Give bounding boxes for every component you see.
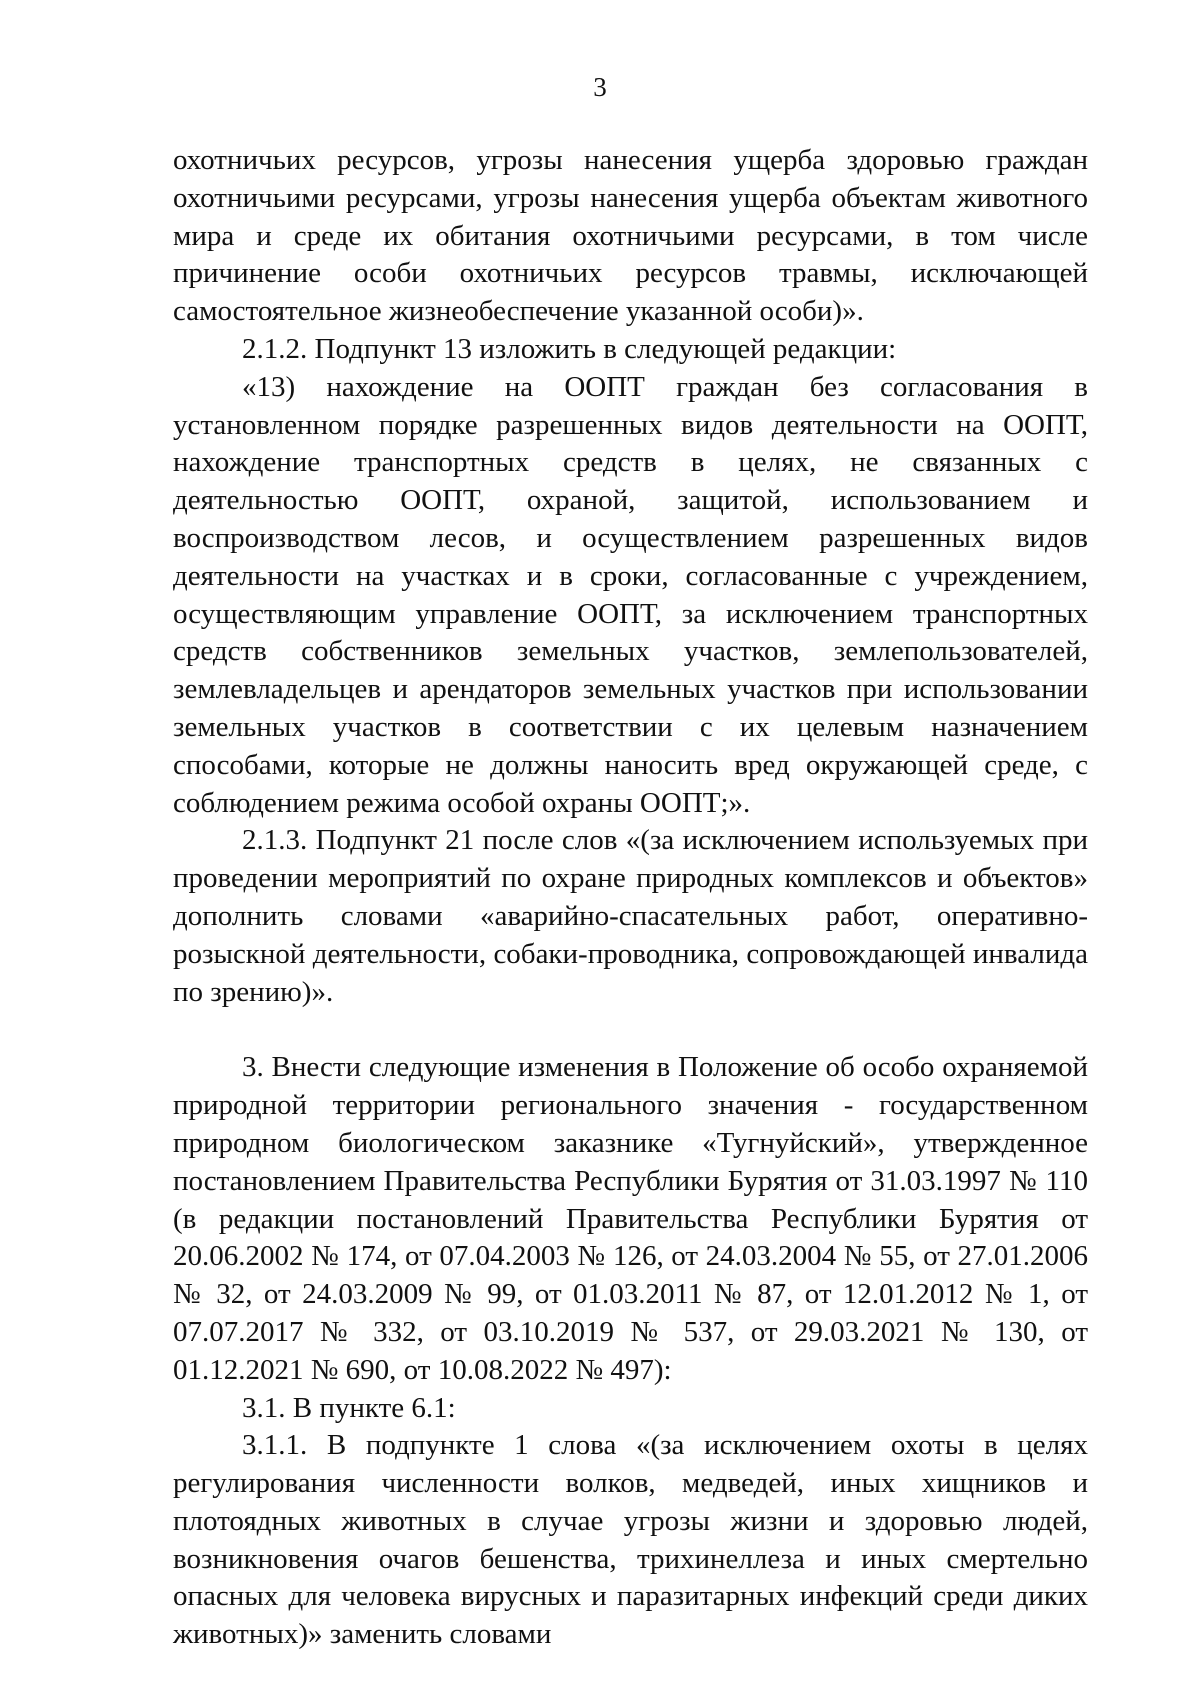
paragraph-2-1-2: 2.1.2. Подпункт 13 изложить в следующей редакции: [242, 332, 897, 365]
paragraph-continuation: охотничьих ресурсов, угрозы нанесения ущерба здоровью граждан охотничьими ресурсами, угрозы нанесения ущерба объектам животного мира и среде их обитания охотничьими ресурсами, в том числе причинение особи охотничьих ресурсов травмы, исключающей самостоятельное жизнеобеспечение указанной особи)». [173, 144, 1088, 328]
page-number: 3 [593, 72, 607, 102]
paragraph-2-1-3: 2.1.3. Подпункт 21 после слов «(за исключением используемых при проведении мероприятий по охране природных комплексов и объектов» дополнить словами «аварийно-спасательных работ, оперативно-розыскной деятельности, собаки-проводника, сопровождающей инвалида по зрению)». [173, 824, 1088, 1008]
document-body [173, 142, 1088, 1654]
paragraph-3-1-1: 3.1.1. В подпункте 1 слова «(за исключением охоты в целях регулирования численности волков, медведей, иных хищников и плотоядных животных в случае угрозы жизни и здоровью людей, возникновения очагов бешенства, трихинеллеза и иных смертельно опасных для человека вирусных и паразитарных инфекций среди диких животных)» заменить словами [173, 1429, 1088, 1651]
paragraph-3: 3. Внести следующие изменения в Положение об особо охраняемой природной территории регионального значения - государственном природном биологическом заказнике «Тугнуйский», утвержденное постановлением Правительства Республики Бурятия от 31.03.1997 № 110 (в редакции постановлений Правительства Республики Бурятия от 20.06.2002 № 174, от 07.04.2003 № 126, от 24.03.2004 № 55, от 27.01.2006 № 32, от 24.03.2009 № 99, от 01.03.2011 № 87, от 12.01.2012 № 1, от 07.07.2017 № 332, от 03.10.2019 № 537, от 29.03.2021 № 130, от 01.12.2021 № 690, от 10.08.2022 № 497): [173, 1051, 1088, 1386]
paragraph-quote-13: «13) нахождение на ООПТ граждан без согласования в установленном порядке разрешенных видов деятельности на ООПТ, нахождение транспортных средств в целях, не связанных с деятельностью ООПТ, охраной, защитой, использованием и воспроизводством лесов, и осуществлением разрешенных видов деятельности на участках и в сроки, согласованные с учреждением, осуществляющим управление ООПТ, за исключением транспортных средств собственников земельных участков, землепользователей, землевладельцев и арендаторов земельных участков при использовании земельных участков в соответствии с их целевым назначением способами, которые не должны наносить вред окружающей среде, с соблюдением режима особой охраны ООПТ;». [173, 370, 1088, 819]
paragraph-gap [173, 1011, 1088, 1049]
paragraph-3-1: 3.1. В пункте 6.1: [242, 1391, 456, 1424]
